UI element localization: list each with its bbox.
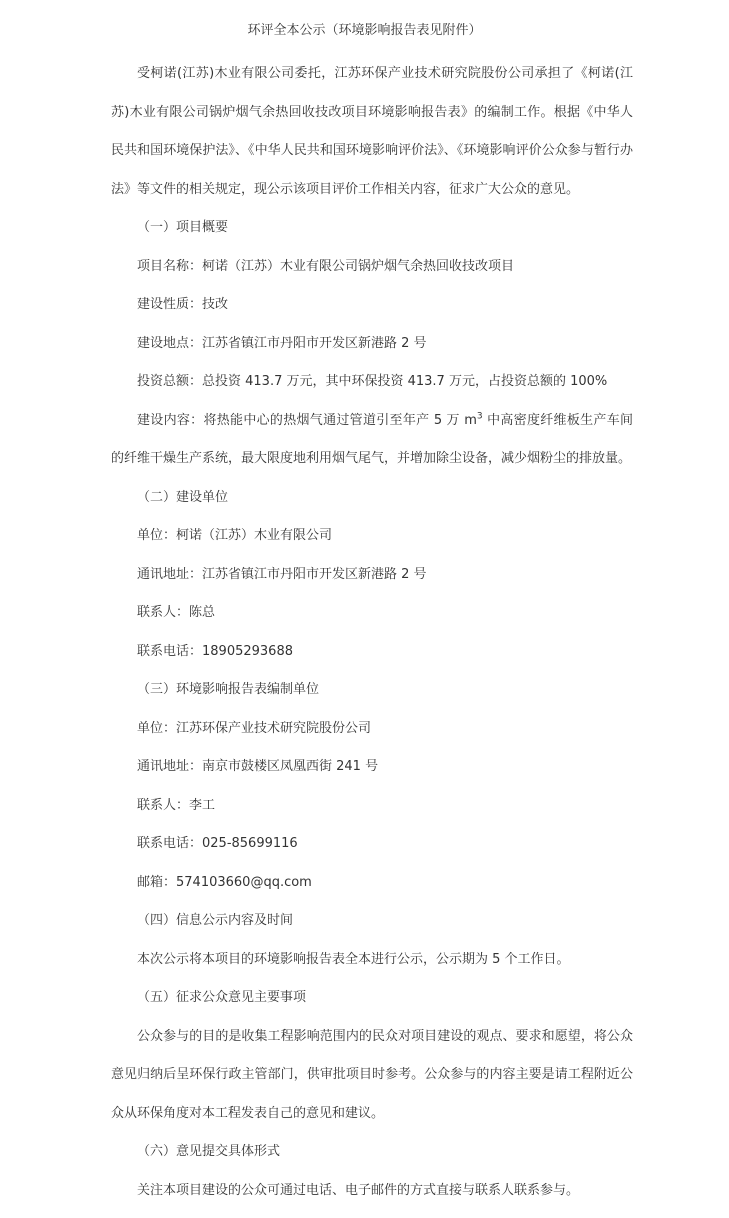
builder-address: 通讯地址：江苏省镇江市丹阳市开发区新港路 2 号: [137, 566, 427, 582]
submission-text: 关注本项目建设的公众可通过电话、电子邮件的方式直接与联系人联系参与。: [137, 1182, 580, 1198]
builder-contact: 联系人：陈总: [137, 605, 216, 620]
opinions-text: 公众参与的目的是收集工程影响范围内的民众对项目建设的观点、要求和愿望，将公众意见归纳后呈环保行政主管部门，供审批项目时参考。公众参与的内容主要是请工程附近公众从环保角度对本工程发表自己的意见和建议。: [111, 1028, 633, 1121]
cubic-superscript: 3: [476, 411, 483, 422]
builder-unit: 单位：柯诺（江苏）木业有限公司: [137, 528, 333, 543]
section-heading-disclosure: （四）信息公示内容及时间: [137, 913, 294, 928]
section-heading-builder: （二）建设单位: [137, 489, 229, 505]
section-heading-opinions: （五）征求公众意见主要事项: [137, 990, 307, 1005]
section-heading-submission: （六）意见提交具体形式: [137, 1144, 281, 1159]
construction-content-b: 中高密度纤维板生产车间的纤维干燥生产系统，最大限度地利用烟气尾气，并增加除尘设备，减少烟粉尘的排放量。: [111, 412, 633, 466]
document-body: [111, 55, 633, 1210]
construction-nature: 建设性质：技改: [137, 297, 229, 312]
project-name: 项目名称：柯诺（江苏）木业有限公司锅炉烟气余热回收技改项目: [137, 258, 515, 274]
section-heading-overview: （一）项目概要: [137, 220, 229, 235]
construction-content-a: 建设内容：将热能中心的热烟气通过管道引至年产 5 万 m: [137, 412, 477, 428]
compiler-contact: 联系人：李工: [137, 797, 216, 813]
investment-total: 投资总额：总投资 413.7 万元，其中环保投资 413.7 万元，占投资总额的 100%: [137, 374, 608, 389]
disclosure-text: 本次公示将本项目的环境影响报告表全本进行公示，公示期为 5 个工作日。: [137, 951, 570, 967]
compiler-email: 邮箱：574103660@qq.com: [137, 874, 312, 890]
builder-phone: 联系电话：18905293688: [137, 643, 293, 659]
compiler-unit: 单位：江苏环保产业技术研究院股份公司: [137, 720, 372, 736]
construction-content: [111, 402, 633, 479]
intro-paragraph: 受柯诺(江苏)木业有限公司委托，江苏环保产业技术研究院股份公司承担了《柯诺(江苏)木业有限公司锅炉烟气余热回收技改项目环境影响报告表》的编制工作。根据《中华人民共和国环境保护法》、《中华人民共和国环境影响评价法》、《环境影响评价公众参与暂行办法》等文件的相关规定，现公示该项目评价工作相关内容，征求广大公众的意见。: [111, 66, 633, 197]
section-heading-compiler: （三）环境影响报告表编制单位: [137, 682, 320, 697]
compiler-phone: 联系电话：025-85699116: [137, 836, 298, 851]
compiler-address: 通讯地址：南京市鼓楼区凤凰西街 241 号: [137, 759, 379, 774]
construction-location: 建设地点：江苏省镇江市丹阳市开发区新港路 2 号: [137, 335, 427, 351]
page-title: 环评全本公示（环境影响报告表见附件）: [247, 23, 482, 38]
